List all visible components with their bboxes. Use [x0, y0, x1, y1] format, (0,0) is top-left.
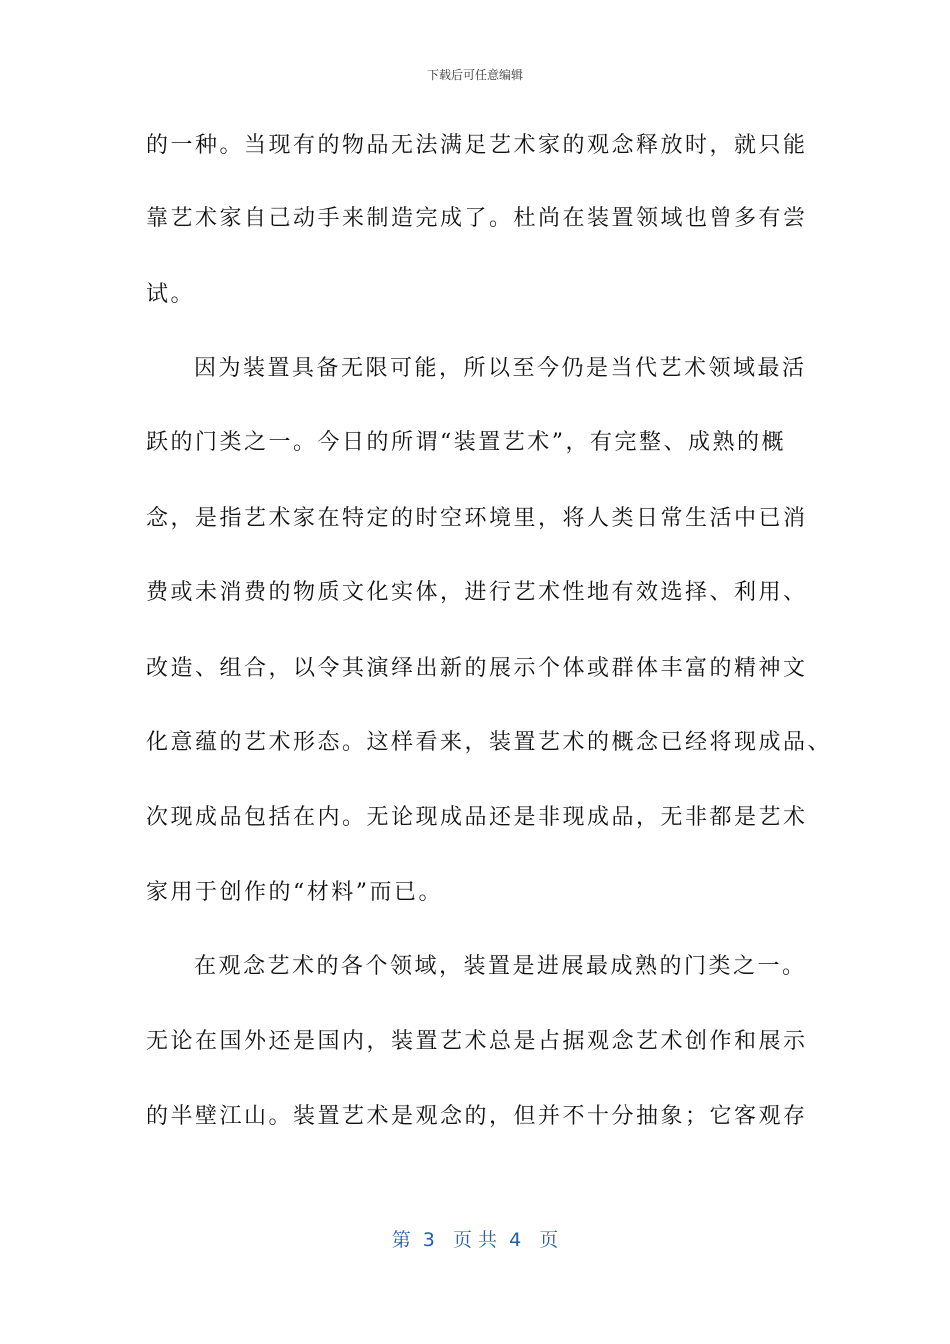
- text-line: 家用于创作的“材料”而已。: [146, 880, 443, 905]
- page-number-footer: 第 3 页 共 4 页: [391, 1229, 559, 1251]
- text-line: 念，是指艺术家在特定的时空环境里，将人类日常生活中已消: [146, 506, 808, 531]
- text-line: 试。: [146, 282, 196, 307]
- text-line: 无论在国外还是国内，装置艺术总是占据观念艺术创作和展示: [146, 1029, 808, 1054]
- text-line: 化意蕴的艺术形态。这样看来，装置艺术的概念已经将现成品、: [146, 730, 833, 755]
- paragraph-first-line: 因为装置具备无限可能，所以至今仍是当代艺术领域最活: [194, 356, 807, 381]
- text-line: 改造、组合，以令其演绎出新的展示个体或群体丰富的精神文: [146, 656, 808, 681]
- paragraph-first-line: 在观念艺术的各个领域，装置是进展最成熟的门类之一。: [194, 954, 807, 979]
- page-header: 下载后可任意编辑: [426, 68, 523, 82]
- text-line: 靠艺术家自己动手来制造完成了。杜尚在装置领域也曾多有尝: [146, 206, 808, 231]
- text-line: 的半壁江山。装置艺术是观念的，但并不十分抽象；它客观存: [146, 1104, 808, 1129]
- text-line: 跃的门类之一。今日的所谓“装置艺术”，有完整、成熟的概: [146, 430, 786, 455]
- text-line: 次现成品包括在内。无论现成品还是非现成品，无非都是艺术: [146, 805, 808, 830]
- text-line: 费或未消费的物质文化实体，进行艺术性地有效选择、利用、: [146, 580, 808, 605]
- text-line: 的一种。当现有的物品无法满足艺术家的观念释放时，就只能: [146, 133, 808, 158]
